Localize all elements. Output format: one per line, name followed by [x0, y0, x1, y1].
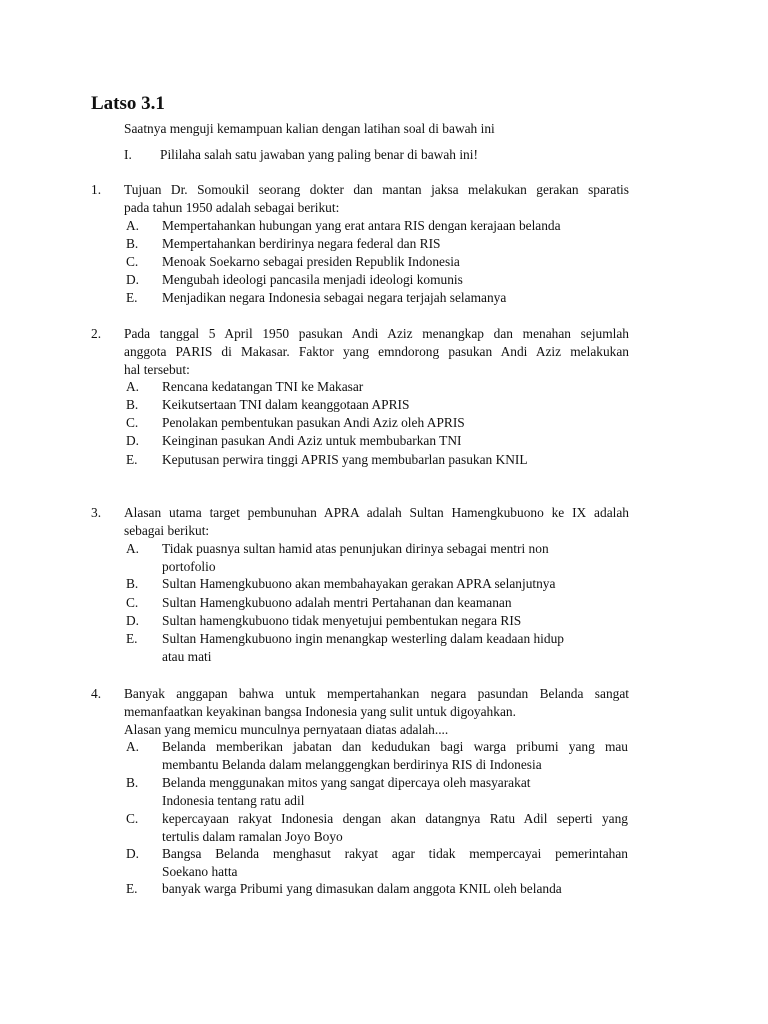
- question-text: [124, 685, 629, 739]
- option-line: kepercayaan rakyat Indonesia dengan akan datangnya Ratu Adil seperti yang: [162, 811, 628, 826]
- option-text: Sultan Hamengkubuono adalah mentri Pertahanan dan keamanan: [162, 595, 512, 610]
- option-letter: C.: [126, 811, 139, 826]
- option-line: Soekano hatta: [162, 864, 238, 879]
- option-text: Mengubah ideologi pancasila menjadi ideologi komunis: [162, 272, 463, 287]
- option-letter: B.: [126, 576, 139, 591]
- option-line: atau mati: [162, 649, 212, 664]
- option-letter: A.: [126, 218, 140, 233]
- option-letter: E.: [126, 452, 138, 467]
- option-line: Indonesia tentang ratu adil: [162, 793, 305, 808]
- option-letter: C.: [126, 595, 139, 610]
- option-text: Keinginan pasukan Andi Aziz untuk membubarkan TNI: [162, 433, 462, 448]
- question-line: hal tersebut:: [124, 362, 190, 377]
- option-text: Keputusan perwira tinggi APRIS yang membubarlan pasukan KNIL: [162, 452, 528, 467]
- question-line: pada tahun 1950 adalah sebagai berikut:: [124, 200, 340, 215]
- question-text: [124, 325, 629, 379]
- option-text: [162, 774, 628, 810]
- instruction-number: I.: [124, 147, 132, 162]
- option-letter: B.: [126, 775, 139, 790]
- option-line: tertulis dalam ramalan Joyo Boyo: [162, 829, 343, 844]
- option-letter: A.: [126, 379, 140, 394]
- option-line: membantu Belanda dalam melanggengkan berdirinya RIS di Indonesia: [162, 757, 542, 772]
- option-letter: D.: [126, 272, 140, 287]
- option-text: Keikutsertaan TNI dalam keanggotaan APRIS: [162, 397, 410, 412]
- option-line: portofolio: [162, 559, 216, 574]
- question-line: Alasan yang memicu munculnya pernyataan diatas adalah....: [124, 722, 449, 737]
- question-line: sebagai berikut:: [124, 523, 210, 538]
- option-text: [162, 738, 628, 774]
- option-line: Tidak puasnya sultan hamid atas penunjukan dirinya sebagai mentri non: [162, 541, 549, 556]
- question-line: Banyak anggapan bahwa untuk mempertahankan negara pasundan Belanda sangat: [124, 686, 629, 701]
- question-text: [124, 181, 629, 217]
- option-letter: C.: [126, 254, 139, 269]
- question-line: Alasan utama target pembunuhan APRA adalah Sultan Hamengkubuono ke IX adalah: [124, 505, 629, 520]
- option-letter: E.: [126, 881, 138, 896]
- instruction-text: Pililaha salah satu jawaban yang paling benar di bawah ini!: [160, 147, 478, 162]
- page-title: Latso 3.1: [91, 93, 165, 114]
- option-text: banyak warga Pribumi yang dimasukan dalam anggota KNIL oleh belanda: [162, 881, 562, 896]
- option-text: Mempertahankan hubungan yang erat antara RIS dengan kerajaan belanda: [162, 218, 561, 233]
- question-number: 3.: [91, 505, 102, 520]
- option-letter: B.: [126, 236, 139, 251]
- option-letter: B.: [126, 397, 139, 412]
- option-line: Bangsa Belanda menghasut rakyat agar tidak mempercayai pemerintahan: [162, 846, 628, 861]
- option-line: Sultan Hamengkubuono ingin menangkap westerling dalam keadaan hidup: [162, 631, 564, 646]
- option-text: [162, 630, 628, 666]
- option-text: Sultan Hamengkubuono akan membahayakan gerakan APRA selanjutnya: [162, 576, 556, 591]
- question-line: anggota PARIS di Makasar. Faktor yang emndorong pasukan Andi Aziz melakukan: [124, 344, 629, 359]
- option-letter: C.: [126, 415, 139, 430]
- question-line: memanfaatkan keyakinan bangsa Indonesia yang sulit untuk digoyahkan.: [124, 704, 516, 719]
- option-line: Belanda memberikan jabatan dan kedudukan bagi warga pribumi yang mau: [162, 739, 628, 754]
- question-text: [124, 504, 629, 540]
- option-text: [162, 810, 628, 846]
- option-text: Menoak Soekarno sebagai presiden Republik Indonesia: [162, 254, 460, 269]
- option-letter: A.: [126, 739, 140, 754]
- option-text: [162, 540, 628, 576]
- option-text: Penolakan pembentukan pasukan Andi Aziz oleh APRIS: [162, 415, 465, 430]
- option-letter: E.: [126, 631, 138, 646]
- question-number: 2.: [91, 326, 102, 341]
- option-letter: D.: [126, 433, 140, 448]
- question-number: 4.: [91, 686, 102, 701]
- question-number: 1.: [91, 182, 102, 197]
- option-text: Menjadikan negara Indonesia sebagai negara terjajah selamanya: [162, 290, 507, 305]
- option-text: Mempertahankan berdirinya negara federal dan RIS: [162, 236, 441, 251]
- option-letter: D.: [126, 846, 140, 861]
- option-letter: A.: [126, 541, 140, 556]
- option-text: [162, 845, 628, 881]
- option-letter: E.: [126, 290, 138, 305]
- option-text: Sultan hamengkubuono tidak menyetujui pembentukan negara RIS: [162, 613, 522, 628]
- intro-text: Saatnya menguji kemampuan kalian dengan latihan soal di bawah ini: [124, 121, 495, 136]
- question-line: Pada tanggal 5 April 1950 pasukan Andi Aziz menangkap dan menahan sejumlah: [124, 326, 629, 341]
- option-text: Rencana kedatangan TNI ke Makasar: [162, 379, 364, 394]
- option-line: Belanda menggunakan mitos yang sangat dipercaya oleh masyarakat: [162, 775, 531, 790]
- option-letter: D.: [126, 613, 140, 628]
- question-line: Tujuan Dr. Somoukil seorang dokter dan mantan jaksa melakukan gerakan sparatis: [124, 182, 629, 197]
